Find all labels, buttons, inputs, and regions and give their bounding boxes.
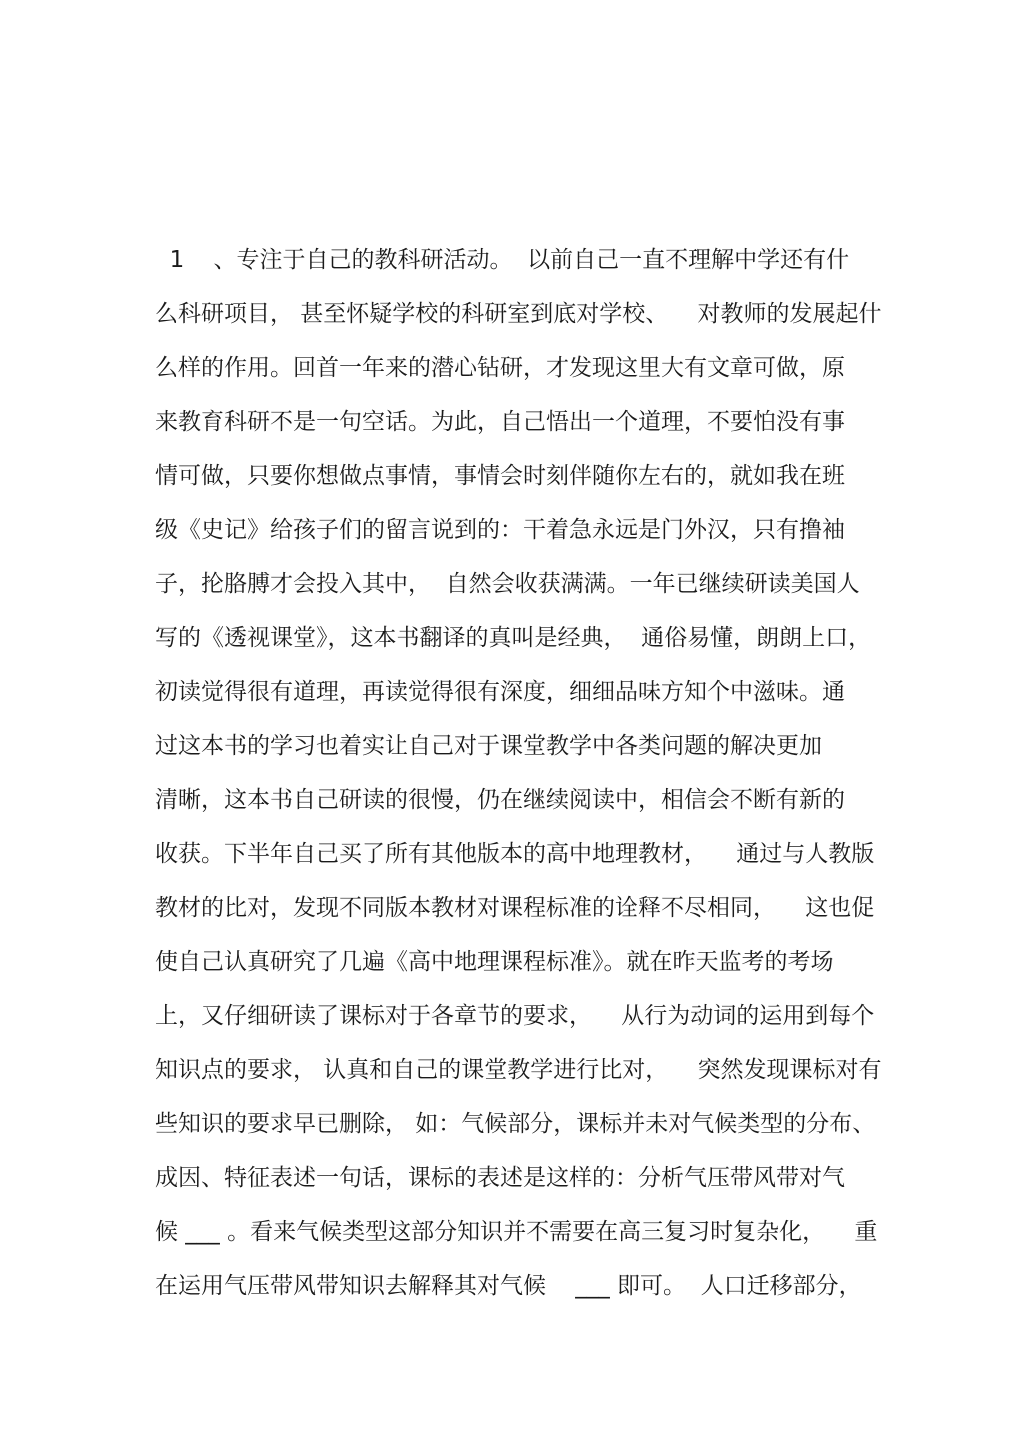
text-line: 级《史记》给孩子们的留言说到的：干着急永远是门外汉，只有撸袖 — [155, 517, 845, 543]
text-line: 么样的作用。回首一年来的潜心钻研，才发现这里大有文章可做，原 — [155, 355, 845, 381]
text-line: 写的《透视课堂》，这本书翻译的真叫是经典， 通俗易懂，朗朗上口， — [155, 625, 872, 651]
text-line: 来教育科研不是一句空话。为此，自己悟出一个道理，不要怕没有事 — [155, 409, 845, 435]
text-line: 1 、专注于自己的教科研活动。 以前自己一直不理解中学还有什 — [155, 247, 850, 273]
text-line: 初读觉得很有道理，再读觉得很有深度，细细品味方知个中滋味。通 — [155, 679, 845, 705]
text-line: 教材的比对，发现不同版本教材对课程标准的诠释不尽相同， 这也促 — [155, 895, 875, 921]
text-line: 子，抡胳膊才会投入其中， 自然会收获满满。一年已继续研读美国人 — [155, 571, 860, 597]
text-line: 收获。下半年自己买了所有其他版本的高中地理教材， 通过与人教版 — [155, 841, 875, 867]
text-line: 使自己认真研究了几遍《高中地理课程标准》。就在昨天监考的考场 — [155, 949, 834, 975]
text-line: 上，又仔细研读了课标对于各章节的要求， 从行为动词的运用到每个 — [155, 1003, 875, 1029]
text-line: 在运用气压带风带知识去解释其对气候 ___ 即可。 人口迁移部分， — [155, 1273, 862, 1299]
text-line: 么科研项目， 甚至怀疑学校的科研室到底对学校、 对教师的发展起什 — [155, 301, 882, 327]
text-line: 些知识的要求早已删除， 如：气候部分，课标并未对气候类型的分布、 — [155, 1111, 876, 1137]
text-line: 清晰，这本书自己研读的很慢，仍在继续阅读中，相信会不断有新的 — [155, 787, 845, 813]
text-line: 候 ___ 。看来气候类型这部分知识并不需要在高三复习时复杂化， 重 — [155, 1219, 878, 1245]
text-line: 知识点的要求， 认真和自己的课堂教学进行比对， 突然发现课标对有 — [155, 1057, 882, 1083]
text-line: 情可做，只要你想做点事情，事情会时刻伴随你左右的，就如我在班 — [155, 463, 845, 489]
text-line: 成因、特征表述一句话，课标的表述是这样的：分析气压带风带对气 — [155, 1165, 845, 1191]
text-line: 过这本书的学习也着实让自己对于课堂教学中各类问题的解决更加 — [155, 733, 822, 759]
